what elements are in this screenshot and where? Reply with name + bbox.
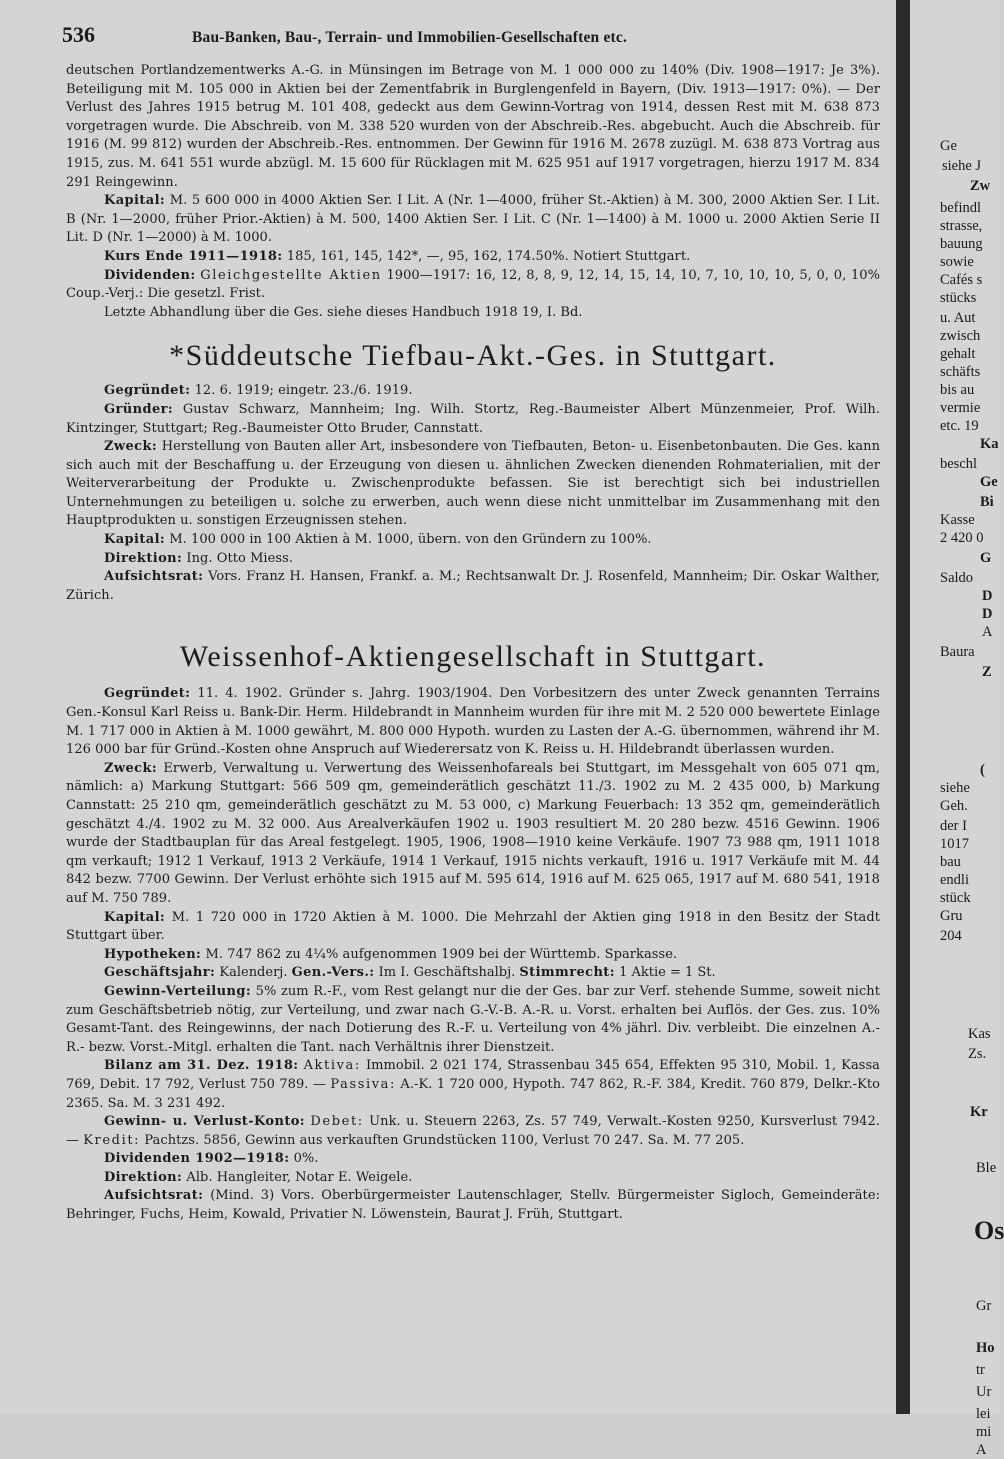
gen-vers-label: Gen.-Vers.: xyxy=(291,965,375,981)
adjacent-page-text: Gr xyxy=(976,1298,992,1314)
kapital-label: Kapital: xyxy=(104,193,166,209)
page-gutter-shadow xyxy=(896,0,910,1414)
aufsichtsrat-label: Aufsichtsrat: xyxy=(104,1188,204,1204)
aufsichtsrat-entry xyxy=(66,568,880,605)
aufsichtsrat-text: (Mind. 3) Vors. Oberbürgermeister Lautenschlager, Stellv. Bürgermeister Sigloch, Gemeinderäte: Behringer, Fuchs, Heim, Kowald, Privatier N. Löwenstein, Baurat J. Früh, Stuttgart. xyxy=(66,1188,881,1223)
hypotheken-entry xyxy=(66,946,880,965)
gewinn-verteilung-entry xyxy=(66,983,880,1057)
gegruendet-text: 12. 6. 1919; eingetr. 23./6. 1919. xyxy=(194,383,413,399)
zweck-label: Zweck: xyxy=(104,760,158,776)
kapital-text: M. 5 600 000 in 4000 Aktien Ser. I Lit. A (Nr. 1—4000, früher St.-Aktien) à M. 300, 2000 Aktien Ser. I Lit. B (Nr. 1—2000, früher Prior.-Aktien) à M. 500, 1400 Aktien Ser. I Lit. C (Nr. 1—1400) à M. 1000 u. 2000 Aktien Serie II Lit. D (Nr. 1—2000) à M. 1000. xyxy=(66,193,881,246)
kurs-label: Kurs Ende 1911—1918: xyxy=(104,248,283,264)
adjacent-page-fragment xyxy=(910,0,1004,1458)
adjacent-page-text: Ho xyxy=(976,1340,995,1356)
adjacent-page-text: stück xyxy=(940,890,971,906)
adjacent-page-text: endli xyxy=(940,872,969,888)
kapital-text: M. 100 000 in 100 Aktien à M. 1000, übern. von den Gründern zu 100%. xyxy=(169,532,652,548)
kapital-entry xyxy=(66,531,880,550)
kurs-text: 185, 161, 145, 142*, —, 95, 162, 174.50%. Notiert Stuttgart. xyxy=(286,248,691,264)
adjacent-page-text: u. Aut xyxy=(940,310,976,326)
geschaeftsjahr-entry xyxy=(66,964,880,983)
gegruendet-entry xyxy=(66,685,880,759)
kapital-text: M. 1 720 000 in 1720 Aktien à M. 1000. Die Mehrzahl der Aktien ging 1918 in den Besitz der Stadt Stuttgart über. xyxy=(66,909,880,944)
hypotheken-label: Hypotheken: xyxy=(104,946,202,962)
continued-paragraph: deutschen Portlandzementwerks A.-G. in Münsingen im Betrage von M. 1 000 000 zu 140% (Div. 1908—1917: Je 3%). Beteiligung mit M. 105 000 in Aktien bei der Zementfabrik in Burglengenfeld in Bayern, (Div. 1913—1917: 0%). — Der Verlust des Jahres 1915 betrug M. 101 408, gedeckt aus dem Gewinn-Vortrag von 1914, dessen Rest mit M. 638 873 vorgetragen wurde. Die Abschreib. von M. 338 520 wurden von der Abschreib.-Res. abgebucht. Auch die Abschreib. für 1916 (M. 99 812) wurden der Abschreib.-Res. entnommen. Der Gewinn für 1916 M. 2678 zuzügl. M. 638 873 Vortrag aus 1915, zus. M. 641 551 wurde abzügl. M. 15 600 für Rücklagen mit M. 625 951 auf 1917 vorgetragen, hierzu 1917 M. 834 291 Reingewinn. xyxy=(66,63,880,190)
kapital-entry xyxy=(66,192,880,248)
bilanz-entry xyxy=(66,1057,880,1113)
aufsichtsrat-label: Aufsichtsrat: xyxy=(104,569,204,585)
dividenden-entry xyxy=(66,1150,880,1169)
zweck-entry xyxy=(66,438,880,531)
adjacent-page-text: strasse, xyxy=(940,218,983,234)
gewinn-verlust-konto-entry xyxy=(66,1113,880,1150)
direktion-entry xyxy=(66,550,880,569)
adjacent-page-text: bis au xyxy=(940,382,975,398)
adjacent-page-text: G xyxy=(980,550,992,566)
adjacent-page-text: der I xyxy=(940,818,967,834)
adjacent-page-text: mi xyxy=(976,1424,992,1440)
company-entry-sueddeutsche-tiefbau xyxy=(66,336,880,605)
adjacent-page-text: Z xyxy=(982,664,992,680)
adjacent-page-text: Kr xyxy=(970,1104,988,1120)
zweck-entry xyxy=(66,760,880,909)
hypotheken-text: M. 747 862 zu 4¼% aufgenommen 1909 bei der Württemb. Sparkasse. xyxy=(205,946,678,962)
adjacent-page-text: siehe xyxy=(940,780,970,796)
gruender-label: Gründer: xyxy=(104,401,174,417)
bilanz-label: Bilanz am 31. Dez. 1918: xyxy=(104,1058,299,1074)
passiva-label: Passiva: xyxy=(330,1076,397,1092)
kredit-text: Pachtzs. 5856, Gewinn aus verkauften Grundstücken 1100, Verlust 70 247. Sa. M. 77 205. xyxy=(144,1132,745,1148)
direktion-text: Alb. Hangleiter, Notar E. Weigele. xyxy=(186,1169,413,1185)
kapital-entry xyxy=(66,909,880,946)
adjacent-page-text: Gru xyxy=(940,908,963,924)
kredit-label: Kredit: xyxy=(83,1132,141,1148)
direktion-label: Direktion: xyxy=(104,1169,183,1185)
adjacent-page-text: Ge xyxy=(980,474,998,490)
company-title: *Süddeutsche Tiefbau-Akt.-Ges. in Stuttgart. xyxy=(169,339,777,373)
adjacent-page-text: Zs. xyxy=(968,1046,987,1062)
stimmrecht-text: 1 Aktie = 1 St. xyxy=(619,965,716,981)
adjacent-page-text: gehalt xyxy=(940,346,976,362)
adjacent-page-text: Ur xyxy=(976,1384,992,1400)
gegruendet-text: 11. 4. 1902. Gründer s. Jahrg. 1903/1904. Den Vorbesitzern des unter Zweck genannten Terrains Gen.-Konsul Karl Reiss u. Bank-Dir. Herm. Hildebrandt in Mannheim wurden für ihre mit M. 2 520 000 bewertete Einlage M. 1 717 000 in Aktien à M. 1000 gewährt, M. 800 000 Hypoth. wurden zu Lasten der A.-G. übernommen, während ihr M. 126 000 bar für Gründ.-Kosten ohne Anspruch auf Wiederersatz von K. Reiss u. H. Hildebrandt überlassen wurden. xyxy=(66,686,880,758)
aufsichtsrat-entry xyxy=(66,1187,880,1224)
gruender-text: Gustav Schwarz, Mannheim; Ing. Wilh. Stortz, Reg.-Baumeister Albert Münzenmeier, Prof. Wilh. Kintzinger, Stuttgart; Reg.-Baumeister Otto Bruder, Cannstatt. xyxy=(66,401,880,436)
adjacent-page-text: Saldo xyxy=(940,570,974,586)
adjacent-page-text: siehe J xyxy=(942,158,982,174)
adjacent-page-text: Kas xyxy=(968,1026,991,1042)
zweck-label: Zweck: xyxy=(104,439,158,455)
gegruendet-label: Gegründet: xyxy=(104,686,191,702)
page-number: 536 xyxy=(62,22,95,47)
geschaeftsjahr-label: Geschäftsjahr: xyxy=(104,965,216,981)
gruender-entry xyxy=(66,401,880,438)
adjacent-page-text: etc. 19 xyxy=(940,418,979,434)
adjacent-page-text: sowie xyxy=(940,254,974,270)
running-header xyxy=(62,22,880,52)
zweck-text: Erwerb, Verwaltung u. Verwertung des Weissenhofareals bei Stuttgart, im Messgehalt von 605 071 qm, nämlich: a) Markung Stuttgart: 566 509 qm, gemeinderätlich geschätzt 11./3. 1902 zu M. 2 435 000, b) Markung Cannstatt: 25 210 qm, gemeinderätlich geschätzt zu M. 53 000, c) Markung Feuerbach: 13 352 qm, gemeinderätlich geschätzt 4./4. 1902 zu M. 32 000. Aus Arealverkäufen 1902 u. 1903 resultiert M. 20 280 bezw. 4516 Gewinn. 1906 wurde der Stadtbauplan für das Areal festgelegt. 1905, 1906, 1908—1910 keine Verkäufe. 1907 73 988 qm, 1911 1018 qm verkauft; 1912 1 Verkauf, 1913 2 Verkäufe, 1914 1 Verkauf, 1915 nichts verkauft, 1916 u. 1917 Verkäufe mit M. 44 842 bezw. 7700 Gewinn. Der Verlust erhöhte sich 1915 auf M. 595 614, 1916 auf M. 625 065, 1917 auf M. 680 541, 1918 auf M. 750 789. xyxy=(66,760,880,906)
geschaeftsjahr-text: Kalenderj. xyxy=(219,965,288,981)
debet-text: Unk. u. Steuern 2263, Zs. 57 749, Verwalt.-Kosten 9250, Kursverlust 7942. — xyxy=(66,1114,880,1148)
dividenden-label: Dividenden: xyxy=(104,267,196,283)
adjacent-page-text: A xyxy=(982,624,993,640)
direktion-label: Direktion: xyxy=(104,550,183,566)
adjacent-page-text: ( xyxy=(980,762,985,778)
gewinn-verteilung-label: Gewinn-Verteilung: xyxy=(104,983,252,999)
adjacent-page-text: schäfts xyxy=(940,364,981,380)
adjacent-page-text: lei xyxy=(976,1406,991,1422)
dividenden-spaced: Gleichgestellte Aktien xyxy=(200,267,382,283)
passiva-text: A.-K. 1 720 000, Hypoth. 747 862, R.-F. 384, Kredit. 760 879, Delkr.-Kto 2365. Sa. M. 3 231 492. xyxy=(66,1076,880,1111)
adjacent-page-text: tr xyxy=(976,1362,985,1378)
aktiva-text: Immobil. 2 021 174, Strassenbau 345 654, Effekten 95 310, Mobil. 1, Kassa 769, Debit. 17 792, Verlust 750 789. — xyxy=(66,1058,880,1092)
kurs-entry xyxy=(66,248,880,267)
adjacent-page-text: Zw xyxy=(970,178,991,194)
adjacent-page-text: Os xyxy=(974,1216,1004,1245)
company-title: Weissenhof-Aktiengesellschaft in Stuttgart. xyxy=(179,640,767,674)
debet-label: Debet: xyxy=(310,1114,364,1130)
dividenden-entry xyxy=(66,267,880,304)
gen-vers-text: Im I. Geschäftshalbj. xyxy=(378,965,516,981)
running-title: Bau-Banken, Bau-, Terrain- und Immobilien-Gesellschaften etc. xyxy=(192,29,628,46)
direktion-entry xyxy=(66,1169,880,1188)
gegruendet-label: Gegründet: xyxy=(104,383,191,399)
dividenden-text: 1900—1917: 16, 12, 8, 8, 9, 12, 14, 15, 14, 10, 7, 10, 10, 10, 5, 0, 0, 10% Coup.-Verj.: Die gesetzl. Frist. xyxy=(66,267,881,302)
adjacent-page-text: beschl xyxy=(940,456,978,472)
adjacent-page-text: Geh. xyxy=(940,798,968,814)
zweck-text: Herstellung von Bauten aller Art, insbesondere von Tiefbauten, Beton- u. Eisenbetonbauten. Die Ges. kann sich auch mit der Beschaffung u. der Erzeugung von diesen u. ähnlichen Zwecken dienenden Rohmaterialien, mit der Weiterverarbeitung der Produkte u. Zwischenprodukte befassen. Sie ist berechtigt sich bei industriellen Unternehmungen zu beteiligen u. solche zu erwerben, auch wenn diese nicht unmittelbar im Zusammenhang mit den Hauptprodukten u. sonstigen Erzeugnissen stehen. xyxy=(66,439,880,529)
adjacent-page-text: 1017 xyxy=(940,836,969,852)
stimmrecht-label: Stimmrecht: xyxy=(519,965,615,981)
adjacent-page-text: 204 xyxy=(940,928,962,944)
adjacent-page-text: bau xyxy=(940,854,961,870)
adjacent-page-text: zwisch xyxy=(940,328,981,344)
direktion-text: Ing. Otto Miess. xyxy=(186,550,294,566)
adjacent-page-text: 2 420 0 xyxy=(940,530,984,546)
adjacent-page-text: Ka xyxy=(980,436,999,452)
letzte-abhandlung: Letzte Abhandlung über die Ges. siehe dieses Handbuch 1918 19, I. Bd. xyxy=(104,304,583,320)
gewinn-verteilung-text: 5% zum R.-F., vom Rest gelangt nur die der Ges. bar zur Verf. stehende Summe, soweit nicht zum Geschäftsbetrieb nötig, zur Verteilung, und zwar nach G.-V.-B. A.-R. u. Vorst. erhalten bei Auflös. der Ges. zus. 10% Gesamt-Tant. des Reingewinns, der nach Dotierung des R.-F. u. Verteilung von 4% jährl. Div. verbleibt. Die einzelnen A.-R.- bezw. Vorst.-Mitgl. erhalten die Tant. nach Verhältnis ihrer Dienstzeit. xyxy=(66,983,880,1055)
adjacent-page-text: Bi xyxy=(980,494,994,510)
adjacent-page-text: Baura xyxy=(940,644,975,660)
adjacent-page-text: A xyxy=(976,1442,987,1458)
adjacent-page-text: befindl xyxy=(940,200,982,216)
adjacent-page-text: Ge xyxy=(940,138,957,154)
adjacent-page-text: stücks xyxy=(940,290,977,306)
aktiva-label: Aktiva: xyxy=(303,1058,361,1074)
aufsichtsrat-text: Vors. Franz H. Hansen, Frankf. a. M.; Rechtsanwalt Dr. J. Rosenfeld, Mannheim; Dir. Oskar Walther, Zürich. xyxy=(66,569,880,603)
adjacent-page-text: Cafés s xyxy=(940,272,983,288)
dividenden-label: Dividenden 1902—1918: xyxy=(104,1151,290,1167)
adjacent-page-text: Kasse xyxy=(940,512,975,528)
adjacent-page-text: vermie xyxy=(940,400,981,416)
adjacent-page-text: bauung xyxy=(940,236,983,252)
company-entry-weissenhof xyxy=(66,637,880,1224)
adjacent-page-text: D xyxy=(982,588,993,604)
gewinn-verlust-konto-label: Gewinn- u. Verlust-Konto: xyxy=(104,1114,305,1130)
kapital-label: Kapital: xyxy=(104,909,166,925)
continued-entry xyxy=(66,62,880,322)
main-column xyxy=(62,22,881,1225)
adjacent-page-text: D xyxy=(982,606,993,622)
kapital-label: Kapital: xyxy=(104,532,166,548)
dividenden-text: 0%. xyxy=(293,1151,319,1167)
adjacent-page-text: Ble xyxy=(976,1160,997,1176)
gegruendet-entry xyxy=(66,382,880,401)
